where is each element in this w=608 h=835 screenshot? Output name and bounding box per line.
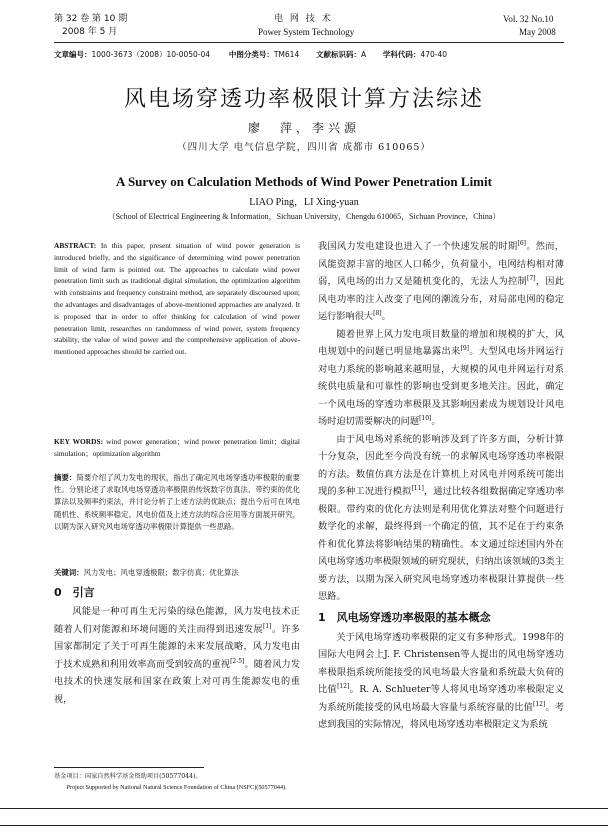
keywords-en-label: KEY WORDS: bbox=[54, 437, 104, 446]
footnote-rule bbox=[54, 767, 204, 768]
right-p2: 随着世界上风力发电项目数量的增加和规模的扩大，风电规划中的问题已明显地暴露出来[9]。大型风电场并网运行对电力系统的影响越来越明显，大规模的风电并网运行对系统供电质量和可靠性的影响也受到更多地关注。因此，确定一个风电场的穿透功率极限及其影响因素成为规划设计风电场时迫切需要解决的问题[10]。 bbox=[318, 328, 564, 427]
header-rule bbox=[54, 42, 564, 43]
header-date: 2008 年 5 月 bbox=[62, 27, 118, 37]
affiliation-en: （School of Electrical Engineering & Information，Sichuan University，Chengdu 610065，Sichuan Province，China） bbox=[107, 212, 501, 221]
keywords-en bbox=[54, 436, 300, 460]
abstract-zh-text: 简要介绍了风力发电的现状，指出了确定风电场穿透功率极限的重要性。分别论述了求取风电场穿透功率极限的传统数字仿真法、带约束的优化算法以及频率约束法，并讨论分析了上述方法的优缺点；提出今后可在风电随机性、系统频率稳定、风电价值及上述方法的综合应用等方面展开研究，以期为深入研究风电场穿透功率极限计算提供一些思路。 bbox=[54, 473, 300, 531]
keywords-zh-text: 风力发电；风电穿透极限；数字仿真；优化算法 bbox=[83, 568, 239, 577]
abstract-zh-label: 摘要： bbox=[54, 473, 77, 482]
header-date-en: May 2008 bbox=[519, 27, 556, 37]
right-p3: 由于风电场对系统的影响涉及到了许多方面，分析计算十分复杂，因此至今尚没有统一的求解风电场穿透功率极限的方法。数值仿真方法是在计算机上对风电并网系统可能出现的多种工况进行模拟[11]，通过比较各组数据确定穿透功率极限。带约束的优化方法则是利用优化算法对整个问题进行数学化的求解，最终得到一个确定的值，其不足在于约束条件和优化算法将影响结果的精确性。本文通过综述国内外在风电场穿透功率极限领域的研究现状，归纳出该领域的3类主要方法，以期为深入研究风电场穿透功率极限计算提供一些思路。 bbox=[318, 433, 564, 602]
footnote bbox=[54, 772, 300, 793]
section-1-title: 1 风电场穿透功率极限的基本概念 bbox=[318, 610, 491, 624]
bottom-rule-2 bbox=[0, 825, 608, 826]
header-volume: 第 32 卷 第 10 期 bbox=[54, 14, 128, 24]
title-zh: 风电场穿透功率极限计算方法综述 bbox=[123, 87, 484, 112]
intro-paragraph bbox=[54, 603, 300, 708]
abstract-en-label: ABSTRACT: bbox=[54, 241, 97, 250]
abstract-en bbox=[54, 240, 300, 358]
abstract-zh bbox=[54, 472, 300, 533]
subject-label: 学科代码： bbox=[382, 50, 421, 59]
right-p1: 我国风力发电建设也进入了一个快速发展的时期[6]。然而，风能资源丰富的地区人口稀少，负荷量小，电网结构相对薄弱，风电场的出力又是随机变化的，无法人为控制[7]，因此风电功率的注入改变了电网的潮流分布，对局部电网的稳定运行影响很大[8]。 bbox=[318, 239, 564, 322]
header-journal-zh: 电 网 技 术 bbox=[274, 14, 333, 24]
keywords-zh bbox=[54, 567, 300, 579]
right-p4: 关于风电场穿透功率极限的定义有多种形式。1998年的国际大电网会上J. F. Christensen等人提出的风电场穿透功率极限指系统所能接受的风电场最大容量和系统最大负荷的比值[12]。R. A. Schlueter等人将风电场穿透功率极限定义为系统所能接受的风电场最大容量与系统容量的比值[12]。考虑到我国的实际情况，将风电场穿透功率极限定义为系统 bbox=[318, 631, 565, 730]
affiliation-zh: （四川大学 电气信息学院，四川省 成都市 610065） bbox=[177, 142, 431, 153]
header-vol-en: Vol. 32 No.10 bbox=[503, 14, 554, 24]
meta-line bbox=[54, 50, 447, 60]
bottom-rule-1 bbox=[0, 808, 608, 809]
right-column bbox=[318, 238, 564, 734]
subject: 470-40 bbox=[420, 50, 447, 59]
section-0-title: 0 引言 bbox=[54, 586, 95, 599]
clc: TM614 bbox=[273, 50, 300, 59]
clc-label: 中图分类号： bbox=[228, 50, 274, 59]
authors-en: LIAO Ping，LI Xing-yuan bbox=[249, 197, 359, 208]
doc-code-label: 文献标识码： bbox=[316, 50, 361, 59]
article-no: 1000-3673（2008）10-0050-04 bbox=[91, 50, 211, 59]
abstract-en-text: In this paper, present situation of wind power generation is introduced briefly, and the significance of determining wind power penetration limit of wind farm is pointed out. The approaches to calculate wind power penetration limit such as traditional digital simulation, the optimization algorithm with constraints and frequency constraint method, are separately discoursed upon; the advantages and disadvantages of above-mentioned approaches are analyzed. It is proposed that in order to offer thinking for calculation of wind power penetration limit, researches on randomness of wind power, system frequency stability, the value of wind power and the comprehensive application of above-mentioned approaches should be carried out. bbox=[54, 241, 300, 357]
title-en: A Survey on Calculation Methods of Wind Power Penetration Limit bbox=[116, 174, 492, 189]
authors-zh: 廖 萍，李兴源 bbox=[247, 121, 360, 135]
header-journal-en: Power System Technology bbox=[258, 27, 355, 37]
footnote-zh: 基金项目：国家自然科学基金资助项目(50577044)。 bbox=[54, 773, 202, 780]
doc-code: A bbox=[361, 50, 367, 59]
article-no-label: 文章编号： bbox=[54, 50, 92, 59]
footnote-en: Project Supported by National Natural Science Foundation of China (NSFC)(50577044). bbox=[66, 783, 287, 791]
keywords-zh-label: 关键词： bbox=[54, 568, 84, 577]
intro-paragraph-text: 风能是一种可再生无污染的绿色能源，风力发电技术正随着人们对能源和环境问题的关注而得到迅速发展[1]。许多国家都制定了关于可再生能源的未来发展战略，风力发电由于技术成熟和利用效率高而受到较高的重视[2-5]。随着风力发电技术的快速发展和国家在政策上对可再生能源发电的重视， bbox=[54, 606, 301, 705]
keywords-en-text: wind power generation；wind power penetration limit；digital simulation；optimization algorithm bbox=[54, 437, 300, 458]
